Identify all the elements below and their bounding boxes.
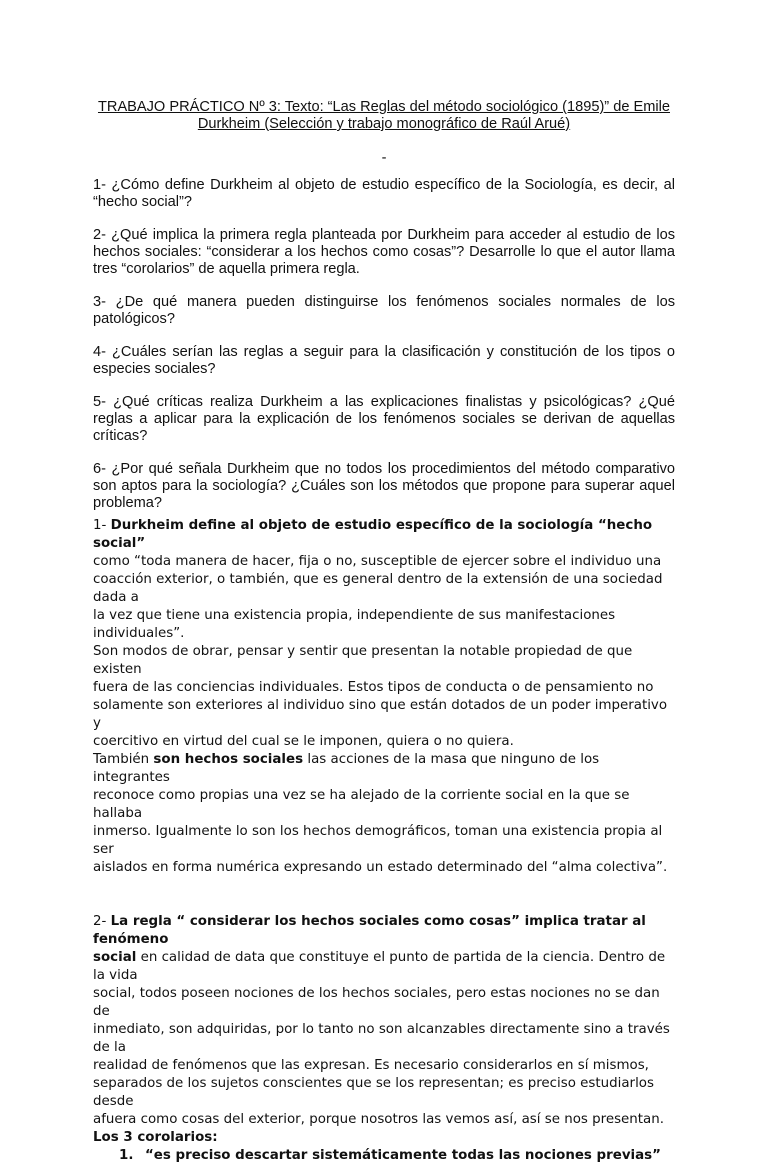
answers-section: [93, 517, 678, 1165]
answer-2-line: [93, 949, 678, 985]
question-2: 2- ¿Qué implica la primera regla planteada por Durkheim para acceder al estudio de los hechos sociales: “considerar a los hechos como cosas”? Desarrolle lo que el autor llama tres “corolarios” de aquella primera regla.: [93, 227, 675, 277]
answer-1-line: Son modos de obrar, pensar y sentir que presentan la notable propiedad de que existen: [93, 644, 633, 677]
answer-1-p2-bold: son hechos sociales: [153, 752, 304, 767]
title-line-2: Durkheim (Selección y trabajo monográfico de Raúl Arué): [197, 116, 571, 132]
corolario-1-text: “es preciso descartar sistemáticamente todas las nociones previas”: [145, 1148, 661, 1163]
answer-1-line: como “toda manera de hacer, fija o no, susceptible de ejercer sobre el individuo una: [93, 554, 662, 569]
answer-2-lead: [93, 913, 678, 949]
answer-1-p2-rest: las acciones de la masa que ninguno de los integrantes: [93, 752, 600, 785]
answer-1-p2-line: aislados en forma numérica expresando un estado determinado del “alma colectiva”.: [93, 860, 668, 875]
question-4: 4- ¿Cuáles serían las reglas a seguir para la clasificación y constitución de los tipos o especies sociales?: [93, 344, 675, 377]
answer-1-line: solamente son exteriores al individuo sino que están dotados de un poder imperativo y: [93, 698, 668, 731]
answer-1-p2-line: inmerso. Igualmente lo son los hechos demográficos, toman una existencia propia al ser: [93, 824, 663, 857]
answer-1-lead: [93, 517, 678, 553]
answer-2-bold-1: La regla “ considerar los hechos sociales como cosas” implica tratar al fenómeno: [93, 914, 646, 947]
question-5: 5- ¿Qué críticas realiza Durkheim a las explicaciones finalistas y psicológicas? ¿Qué reglas a aplicar para la explicación de los fenómenos sociales se derivan de aquellas críticas?: [93, 394, 675, 444]
answer-1-line: coercitivo en virtud del cual se le imponen, quiera o no quiera.: [93, 734, 514, 749]
answer-2-line: inmediato, son adquiridas, por lo tanto no son alcanzables directamente sino a través de la: [93, 1022, 670, 1055]
question-6: 6- ¿Por qué señala Durkheim que no todos los procedimientos del método comparativo son aptos para la sociología? ¿Cuáles son los métodos que propone para superar aquel problema?: [93, 461, 675, 511]
answer-2-line: separados de los sujetos conscientes que se los representan; es preciso estudiarlos desde: [93, 1076, 654, 1109]
answer-1-line: coacción exterior, o también, que es general dentro de la extensión de una sociedad dada a: [93, 572, 663, 605]
question-3: 3- ¿De qué manera pueden distinguirse los fenómenos sociales normales de los patológicos?: [93, 294, 675, 327]
answer-1-bold: Durkheim define al objeto de estudio específico de la sociología “hecho social”: [93, 518, 653, 551]
answer-1-p2-start: También: [93, 752, 154, 767]
answer-2-line: social, todos poseen nociones de los hechos sociales, pero estas nociones no se dan de: [93, 986, 660, 1019]
answer-1-p2-line: reconoce como propias una vez se ha alejado de la corriente social en la que se hallaba: [93, 788, 630, 821]
answer-1-line: la vez que tiene una existencia propia, independiente de sus manifestaciones individuales”.: [93, 608, 616, 641]
answer-2-line: realidad de fenómenos que las expresan. Es necesario considerarlos en sí mismos,: [93, 1058, 649, 1073]
corolarios-heading: [93, 1129, 678, 1147]
questions-list: [93, 177, 675, 528]
document-title: [90, 99, 678, 133]
answer-2-rest-1: en calidad de data que constituye el punto de partida de la ciencia. Dentro de la vida: [93, 950, 666, 983]
answer-2-bold-2: social: [93, 950, 137, 965]
answer-1-prefix: 1-: [93, 518, 111, 533]
title-line-1: TRABAJO PRÁCTICO Nº 3: Texto: “Las Reglas del método sociológico (1895)” de Emile: [97, 99, 670, 115]
corolarios-heading-text: Los 3 corolarios:: [93, 1130, 218, 1145]
section-gap: [93, 877, 678, 913]
separator-dash: -: [381, 150, 387, 166]
answer-2-line: afuera como cosas del exterior, porque nosotros las vemos así, así se nos presentan.: [93, 1112, 664, 1127]
corolario-list-item: [119, 1147, 678, 1165]
answer-1-line: fuera de las conciencias individuales. Estos tipos de conducta o de pensamiento no: [93, 680, 654, 695]
question-1: 1- ¿Cómo define Durkheim al objeto de estudio específico de la Sociología, es decir, al “hecho social”?: [93, 177, 675, 210]
answer-2-prefix: 2-: [93, 914, 111, 929]
answer-1-p2-lead: [93, 751, 678, 787]
list-number: 1.: [119, 1148, 134, 1163]
